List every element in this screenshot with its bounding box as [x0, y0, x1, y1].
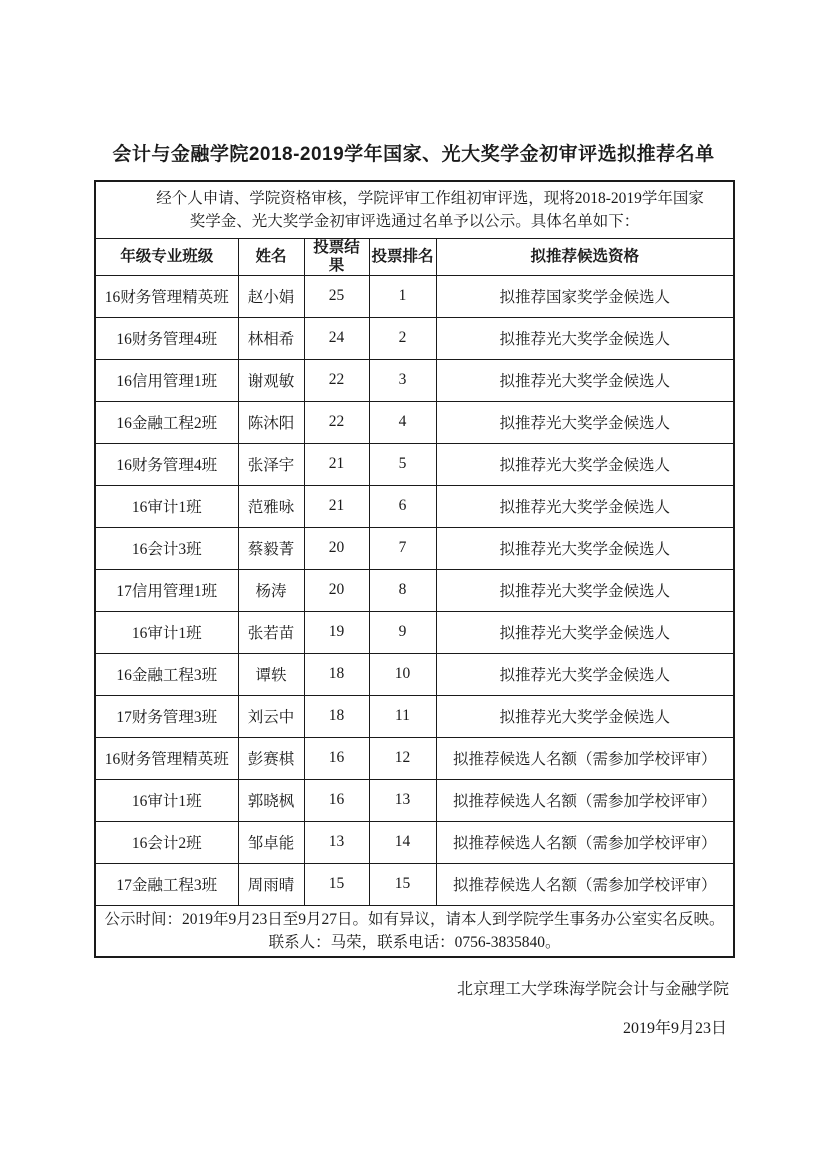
cell-class: 16审计1班	[95, 485, 238, 527]
cell-votes: 18	[304, 695, 369, 737]
intro-line-2: 奖学金、光大奖学金初审评选通过名单予以公示。具体名单如下：	[189, 212, 640, 230]
cell-class: 16会计2班	[95, 821, 238, 863]
cell-class: 17信用管理1班	[95, 569, 238, 611]
cell-qualification: 拟推荐光大奖学金候选人	[436, 359, 734, 401]
header-rank: 投票排名	[369, 238, 436, 275]
cell-name: 张泽宇	[238, 443, 304, 485]
cell-qualification: 拟推荐候选人名额（需参加学校评审）	[436, 863, 734, 905]
cell-qualification: 拟推荐光大奖学金候选人	[436, 443, 734, 485]
cell-rank: 8	[369, 569, 436, 611]
cell-class: 16审计1班	[95, 611, 238, 653]
cell-qualification: 拟推荐光大奖学金候选人	[436, 317, 734, 359]
cell-votes: 19	[304, 611, 369, 653]
cell-rank: 6	[369, 485, 436, 527]
cell-qualification: 拟推荐光大奖学金候选人	[436, 653, 734, 695]
cell-rank: 5	[369, 443, 436, 485]
cell-votes: 16	[304, 737, 369, 779]
cell-rank: 15	[369, 863, 436, 905]
cell-rank: 12	[369, 737, 436, 779]
cell-name: 刘云中	[238, 695, 304, 737]
cell-class: 16财务管理4班	[95, 317, 238, 359]
cell-qualification: 拟推荐光大奖学金候选人	[436, 695, 734, 737]
cell-qualification: 拟推荐光大奖学金候选人	[436, 401, 734, 443]
table-header-row	[95, 238, 734, 275]
cell-votes: 13	[304, 821, 369, 863]
cell-name: 蔡毅菁	[238, 527, 304, 569]
cell-votes: 16	[304, 779, 369, 821]
header-votes: 投票结果	[304, 238, 369, 275]
table-row	[95, 443, 734, 485]
intro-line-1: 经个人申请、学院资格审核，学院评审工作组初审评选，现将2018-2019学年国家	[156, 189, 704, 207]
cell-votes: 21	[304, 485, 369, 527]
cell-votes: 15	[304, 863, 369, 905]
cell-name: 张若苗	[238, 611, 304, 653]
cell-class: 17金融工程3班	[95, 863, 238, 905]
cell-rank: 2	[369, 317, 436, 359]
cell-rank: 7	[369, 527, 436, 569]
cell-qualification: 拟推荐光大奖学金候选人	[436, 569, 734, 611]
cell-name: 邹卓能	[238, 821, 304, 863]
table-row	[95, 275, 734, 317]
cell-votes: 22	[304, 359, 369, 401]
notice-line-1: 公示时间：2019年9月23日至9月27日。如有异议，请本人到学院学生事务办公室实名反映。	[104, 910, 725, 928]
table-row	[95, 569, 734, 611]
intro-row	[95, 181, 734, 238]
cell-class: 16金融工程2班	[95, 401, 238, 443]
cell-qualification: 拟推荐候选人名额（需参加学校评审）	[436, 821, 734, 863]
cell-rank: 14	[369, 821, 436, 863]
cell-class: 16金融工程3班	[95, 653, 238, 695]
cell-class: 16财务管理精英班	[95, 275, 238, 317]
intro-text-cell	[95, 181, 734, 238]
cell-qualification: 拟推荐候选人名额（需参加学校评审）	[436, 737, 734, 779]
header-qualification: 拟推荐候选资格	[436, 238, 734, 275]
table-row	[95, 737, 734, 779]
table-row	[95, 779, 734, 821]
page-title: 会计与金融学院2018-2019学年国家、光大奖学金初审评选拟推荐名单	[112, 144, 715, 165]
notice-line-2: 联系人：马荣，联系电话：0756-3835840。	[268, 933, 561, 951]
cell-name: 陈沐阳	[238, 401, 304, 443]
notice-row	[95, 905, 734, 957]
cell-votes: 24	[304, 317, 369, 359]
table-row	[95, 863, 734, 905]
cell-votes: 21	[304, 443, 369, 485]
cell-rank: 3	[369, 359, 436, 401]
cell-rank: 13	[369, 779, 436, 821]
cell-name: 赵小娟	[238, 275, 304, 317]
cell-votes: 20	[304, 527, 369, 569]
recommendation-table-container	[94, 180, 733, 958]
cell-name: 杨涛	[238, 569, 304, 611]
cell-qualification: 拟推荐国家奖学金候选人	[436, 275, 734, 317]
cell-qualification: 拟推荐光大奖学金候选人	[436, 485, 734, 527]
table-row	[95, 317, 734, 359]
cell-name: 周雨晴	[238, 863, 304, 905]
cell-name: 彭赛棋	[238, 737, 304, 779]
cell-votes: 20	[304, 569, 369, 611]
cell-rank: 11	[369, 695, 436, 737]
cell-rank: 9	[369, 611, 436, 653]
table-row	[95, 359, 734, 401]
cell-rank: 1	[369, 275, 436, 317]
document-date: 2019年9月23日	[622, 1020, 727, 1037]
cell-votes: 18	[304, 653, 369, 695]
notice-text-cell	[95, 905, 734, 957]
cell-class: 16审计1班	[95, 779, 238, 821]
cell-rank: 4	[369, 401, 436, 443]
cell-name: 郭晓枫	[238, 779, 304, 821]
header-name: 姓名	[238, 238, 304, 275]
cell-class: 16财务管理4班	[95, 443, 238, 485]
cell-class: 16财务管理精英班	[95, 737, 238, 779]
cell-votes: 25	[304, 275, 369, 317]
cell-votes: 22	[304, 401, 369, 443]
cell-rank: 10	[369, 653, 436, 695]
table-row	[95, 611, 734, 653]
recommendation-table	[94, 180, 735, 958]
cell-class: 17财务管理3班	[95, 695, 238, 737]
table-row	[95, 485, 734, 527]
cell-class: 16信用管理1班	[95, 359, 238, 401]
table-row	[95, 527, 734, 569]
cell-name: 范雅咏	[238, 485, 304, 527]
cell-qualification: 拟推荐光大奖学金候选人	[436, 611, 734, 653]
table-row	[95, 653, 734, 695]
issuing-department: 北京理工大学珠海学院会计与金融学院	[456, 981, 729, 998]
cell-class: 16会计3班	[95, 527, 238, 569]
cell-name: 谢观敏	[238, 359, 304, 401]
header-class: 年级专业班级	[95, 238, 238, 275]
cell-name: 林相希	[238, 317, 304, 359]
table-row	[95, 401, 734, 443]
table-row	[95, 821, 734, 863]
table-row	[95, 695, 734, 737]
table-body	[95, 275, 734, 905]
cell-qualification: 拟推荐光大奖学金候选人	[436, 527, 734, 569]
cell-qualification: 拟推荐候选人名额（需参加学校评审）	[436, 779, 734, 821]
cell-name: 谭轶	[238, 653, 304, 695]
